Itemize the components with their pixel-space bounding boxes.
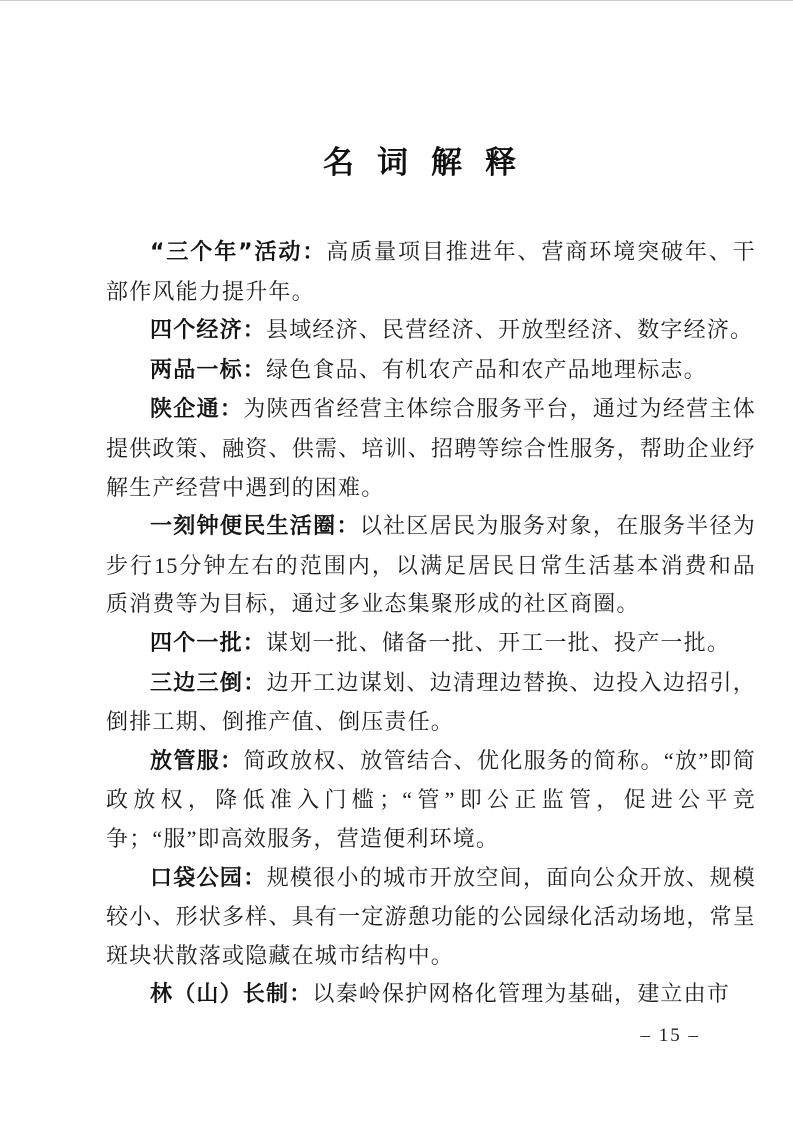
glossary-term: 一刻钟便民生活圈：	[150, 514, 360, 540]
glossary-definition: 谋划一批、储备一批、开工一批、投产一批。	[266, 629, 731, 655]
glossary-entry	[106, 624, 756, 664]
glossary-definition: 简政放权、放管结合、优化服务的简称。“放”即简政放权，降低准入门槛；“管”即公正监管，促进公平竞争；“服”即高效服务，营造便利环境。	[106, 747, 756, 851]
glossary-entry	[106, 233, 756, 311]
glossary-term: 四个一批：	[150, 630, 267, 656]
glossary-definition: 高质量项目推进年、营商环境突破年、干部作风能力提升年。	[106, 239, 756, 304]
glossary-term: 两品一标：	[150, 357, 267, 383]
glossary-entry	[106, 507, 756, 624]
glossary-definition: 绿色食品、有机农产品和农产品地理标志。	[266, 356, 707, 382]
glossary-definition: 边开工边谋划、边清理边替换、边投入边招引，倒排工期、倒推产值、倒压责任。	[106, 669, 756, 735]
glossary-body	[0, 186, 793, 1015]
glossary-definition: 县域经济、民营经济、开放型经济、数字经济。	[266, 317, 754, 343]
page-number: – 15 –	[640, 1025, 700, 1046]
glossary-entry	[106, 742, 756, 859]
glossary-entry	[106, 975, 756, 1015]
glossary-term: 口袋公园：	[150, 865, 267, 891]
glossary-entry	[106, 311, 756, 351]
glossary-term: 放管服：	[150, 748, 244, 774]
glossary-definition: 规模很小的城市开放空间，面向公众开放、规模较小、形状多样、具有一定游憩功能的公园绿化活动场地，常呈斑块状散落或隐藏在城市结构中。	[106, 864, 756, 968]
glossary-entry	[106, 390, 756, 507]
glossary-definition: 以社区居民为服务对象，在服务半径为步行15分钟左右的范围内，以满足居民日常生活基本消费和品质消费等为目标，通过多业态集聚形成的社区商圈。	[106, 513, 756, 617]
page-title: 名词解释	[323, 145, 539, 181]
glossary-entry	[106, 351, 756, 391]
glossary-entry	[106, 859, 756, 976]
glossary-definition: 以秦岭保护网格化管理为基础，建立由市	[312, 981, 731, 1007]
glossary-term: 林（山）长制：	[150, 982, 313, 1008]
glossary-term: 陕企通：	[150, 397, 244, 423]
glossary-term: 四个经济：	[150, 318, 267, 344]
glossary-term: “三个年”活动：	[150, 240, 327, 265]
glossary-definition: 为陕西省经营主体综合服务平台，通过为经营主体提供政策、融资、供需、培训、招聘等综合性服务，帮助企业纾解生产经营中遇到的困难。	[106, 396, 756, 500]
glossary-term: 三边三倒：	[150, 670, 267, 696]
glossary-entry	[106, 664, 756, 742]
